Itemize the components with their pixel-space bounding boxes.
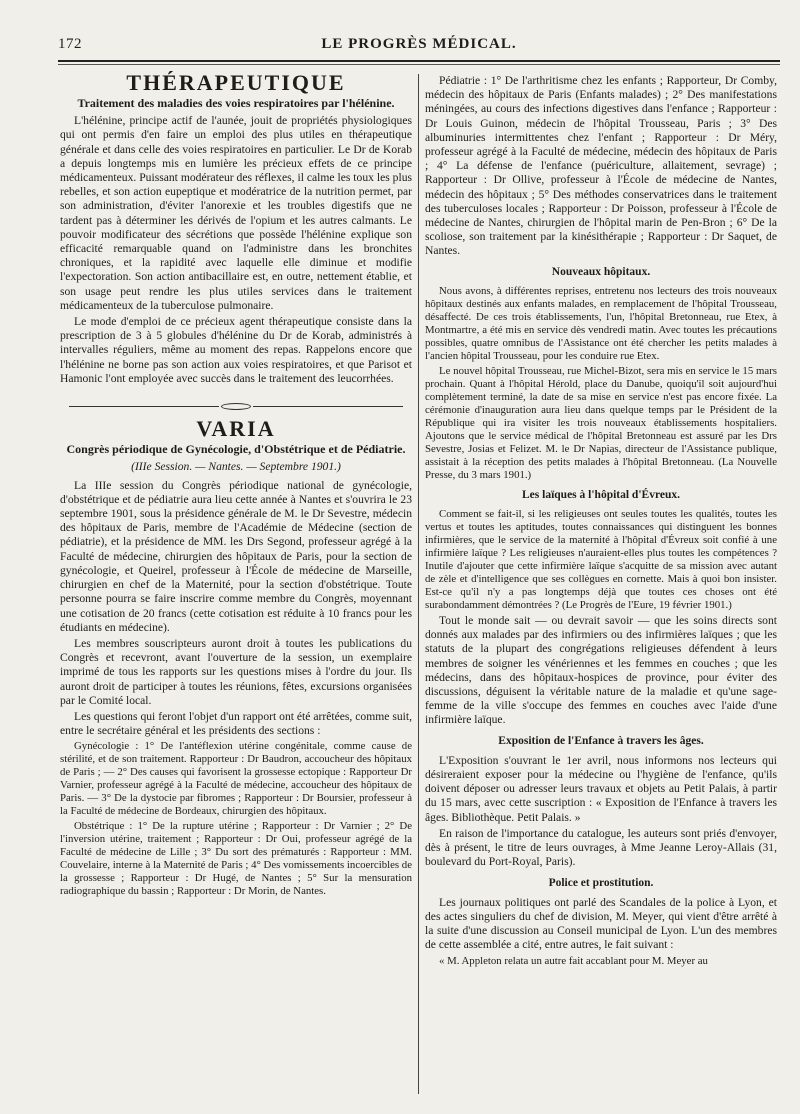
left-column	[60, 70, 412, 900]
right-column	[425, 74, 777, 970]
paragraph: L'hélénine, principe actif de l'aunée, jouit de propriétés physiologiques qui ont permis d'en faire un emploi des plus utiles en thérapeutique générale et dans celle des voies respiratoires en particulier. Le Dr de Korab a depuis longtemps mis en lumière les précieux effets de ce principe médicamenteux. Puissant modérateur des réflexes, il calme les toux les plus rebelles, et son action eupeptique et modératrice de la nutrition permet, par son administration, d'éviter l'anorexie et les troubles digestifs que ne tardent pas à déterminer les dérivés de l'opium et les autres calmants. Le pouvoir modificateur des sécrétions que possède l'hélénine explique son efficacité remarquable quand on l'administre dans les bronchites chroniques, et la rapidité avec laquelle elle diminue et modifie l'expectoration. Son action antibacillaire est, en outre, nettement établie, et son usage peut rendre les plus utiles services dans le traitement médicamenteux de la tuberculose pulmonaire.	[60, 114, 412, 312]
column-divider	[418, 74, 419, 1094]
section-title-varia: VARIA	[196, 416, 276, 442]
paragraph: Tout le monde sait — ou devrait savoir — que les soins directs sont donnés aux malades par des infirmiers ou des infirmières laïques ; que les statuts de la plupart des congrégations religieuses défendent à leurs membres de soigner les vénériennes et les femmes en couches ; que les médecins, dans des hôpitaux-hospices de province, pour éviter des discussions, déguisent la véritable nature de la maladie et qu'une sage-femme de la ville s'occupe des femmes en couches avec l'aide d'une infirmière laïque.	[425, 614, 777, 727]
heading-laiques: Les laïques à l'hôpital d'Évreux.	[522, 488, 680, 501]
article-title-helenine: Traitement des maladies des voies respiratoires par l'hélénine.	[77, 96, 395, 111]
ornament-divider	[60, 398, 412, 412]
article-title-congres: Congrès périodique de Gynécologie, d'Obstétrique et de Pédiatrie.	[66, 442, 406, 457]
paragraph: Les questions qui feront l'objet d'un rapport ont été arrêtées, comme suit, entre le secrétaire général et les présidents des sections :	[60, 709, 412, 738]
paragraph: En raison de l'importance du catalogue, les auteurs sont priés d'envoyer, dès à présent, le titre de leurs ouvrages, à Mme Jeanne Leroy-Allais (31, boulevard du Port-Royal, Paris).	[425, 826, 777, 869]
session-line: (IIIe Session. — Nantes. — Septembre 1901.)	[131, 460, 341, 474]
paragraph: Le nouvel hôpital Trousseau, rue Michel-Bizot, sera mis en service le 15 mars prochain. Quant à l'hôpital Hérold, place du Danube, quoiqu'il soit aujourd'hui complètement terminé, la date de sa mise en service n'est pas encore fixée. La cérémonie d'inauguration aura lieu dans quelque temps par le Président de la République qui ira visiter les trois nouveaux établissements hospitaliers. Ajoutons que le service médical de l'hôpital Bretonneau est assuré par les Drs Sevestre, Josias et Felizet. M. le Dr Napias, directeur de l'Assistance publique, assistait à la réception des petits malades à l'hôpital Bretonneau. (La Nouvelle Presse, du 3 mars 1901.)	[425, 364, 777, 481]
paragraph: « M. Appleton relata un autre fait accablant pour M. Meyer au	[439, 954, 708, 967]
header-rule-thin	[58, 64, 780, 65]
paragraph-obstetrique: Obstétrique : 1° De la rupture utérine ; Rapporteur : Dr Varnier ; 2° De l'inversion utérine, traitement ; Rapporteur : Dr Oui, professeur agrégé de la Faculté de médecine de Lille ; 3° Du sort des prématurés : Rapporteur : MM. Couvelaire, interne à la Maternité de Paris ; 4° Des vomissements incoercibles de la grossesse ; Rapporteur : Dr Hugé, de Nantes ; 5° Sur la mensuration radiographique du bassin ; Rapporteur : Dr Morin, de Nantes.	[60, 820, 412, 898]
paragraph: Les membres souscripteurs auront droit à toutes les publications du Congrès et recevront, avant l'ouverture de la session, un exemplaire imprimé de tous les rapports sur les questions mises à l'ordre du jour. Ils auront droit de participer à toutes les réunions, fêtes, excursions organisées par le Comité local.	[60, 636, 412, 707]
heading-exposition: Exposition de l'Enfance à travers les âges.	[498, 734, 704, 747]
paragraph-gynecologie: Gynécologie : 1° De l'antéflexion utérine congénitale, comme cause de stérilité, et de son traitement. Rapporteur : Dr Baudron, accoucheur des hôpitaux de Paris ; — 2° Des causes qui favorisent la grossesse ectopique : Rapporteur Dr Varnier, professeur agrégé à la Faculté de médecine, accoucheur des hôpitaux de Paris. — 3° De la dystocie par fibromes ; Rapporteur : Dr Boursier, professeur à la Faculté de médecine de Bordeaux, chirurgien des hôpitaux.	[60, 740, 412, 818]
paragraph: L'Exposition s'ouvrant le 1er avril, nous informons nos lecteurs qui désireraient exposer pour la médecine ou l'hygiène de l'enfance, qu'ils doivent déposer ou adresser leurs travaux et objets au Petit Palais, à partir du 15 mars, avec cette suscription : « Exposition de l'Enfance à travers les âges. Bibliothèque. Petit Palais. »	[425, 753, 777, 824]
paragraph: Nous avons, à différentes reprises, entretenu nos lecteurs des trois nouveaux hôpitaux destinés aux enfants malades, en remplacement de l'hôpital Trousseau, désaffecté. De ces trois établissements, l'un, l'hôpital Bretonneau, rue Etex, à Montmartre, a été mis en service dès vendredi matin. Avec toutes les précautions possibles, quatre omnibus de l'Assistance ont été chercher les petits malades à l'ancien hôpital Trousseau, pour les conduire rue Etex.	[425, 284, 777, 362]
header-rule	[58, 60, 780, 62]
paragraph: Le mode d'emploi de ce précieux agent thérapeutique consiste dans la prescription de 3 à 5 globules d'hélénine du Dr de Korab, administrés à intervalles réguliers, même au moment des repas. Rappelons encore que l'hélénine ne borne pas son action aux voies respiratoires, et que Parisot et Hamonic l'ont employée avec succès dans le traitement des leucorrhées.	[60, 315, 412, 385]
paragraph: Comment se fait-il, si les religieuses ont seules toutes les qualités, toutes les vertus et toutes les aptitudes, toutes connaissances qui distinguent les bonnes infirmières, que le service de la maternité à l'hôpital d'Évreux soit confié à une infirmière laïque ? Les religieuses n'auraient-elles plus toutes les compétences ? Inutile d'ajouter que cette infirmière laïque s'acquitte de sa mission avec autant de zèle et d'intelligence que ses collègues en cornette. Mais à quoi bon insister. Est-ce qu'il n'y a pas longtemps déjà que toutes ces choses ont été surabondamment démontrées ? (Le Progrès de l'Eure, 19 février 1901.)	[425, 508, 777, 612]
heading-police: Police et prostitution.	[548, 876, 654, 889]
journal-title: LE PROGRÈS MÉDICAL.	[321, 36, 517, 52]
paragraph: Les journaux politiques ont parlé des Scandales de la police à Lyon, et des actes singuliers du chef de division, M. Meyer, qui vient d'être arrêté à la suite d'une discussion au Conseil municipal de Lyon. L'un des membres de cette assemblée a cité, entre autres, le fait suivant :	[425, 895, 777, 952]
paragraph: La IIIe session du Congrès périodique national de gynécologie, d'obstétrique et de pédiatrie aura lieu cette année à Nantes et s'ouvrira le 23 septembre 1901, sous la présidence générale de M. le Dr Sevestre, médecin des hôpitaux de Paris, membre de l'Académie de Médecine (section de pédiatrie), et la présidence de MM. les Drs Segond, professeur agrégé à la Faculté de médecine, chirurgien des hôpitaux de Paris, pour la section de gynécologie, et Queirel, professeur à l'École de médecine de Marseille, chirurgien en chef de la Maternité, pour la section d'obstétrique. Toute personne pourra se faire inscrire comme membre du Congrès, moyennant une cotisation de 20 francs (cette cotisation est réduite à 10 francs pour les étudiants en médecine).	[60, 478, 412, 634]
page-number: 172	[58, 36, 82, 52]
paragraph-pediatrie: Pédiatrie : 1° De l'arthritisme chez les enfants ; Rapporteur, Dr Comby, médecin des hôpitaux de Paris (Enfants malades) ; 2° Des manifestations méningées, au cours des infections digestives dans l'enfance ; Rapporteur : Dr Louis Guinon, médecin de l'hôpital Trousseau, Paris ; 3° Des albuminuries intermittentes chez l'enfant ; Rapporteur : Dr Méry, professeur agrégé à la Faculté de médecine, médecin des hôpitaux de Paris ; 4° La défense de l'enfance (puériculture, allaitement, sevrage) ; Rapporteur : Dr Ollive, professeur à l'École de médecine de Nantes, médecin des hôpitaux ; 5° Des méthodes conservatrices dans le traitement des tuberculoses locales ; Rapporteur : Dr Poisson, professeur à l'École de médecine de Nantes, chirurgien de l'hôpital marin de Pen-Bron ; 6° De la scoliose, son traitement par la kinésithérapie ; Rapporteur : Dr Saquet, de Nantes.	[425, 74, 777, 258]
heading-nouveaux-hopitaux: Nouveaux hôpitaux.	[551, 265, 651, 278]
section-title-therapeutique: THÉRAPEUTIQUE	[126, 70, 346, 95]
running-head	[58, 34, 780, 56]
